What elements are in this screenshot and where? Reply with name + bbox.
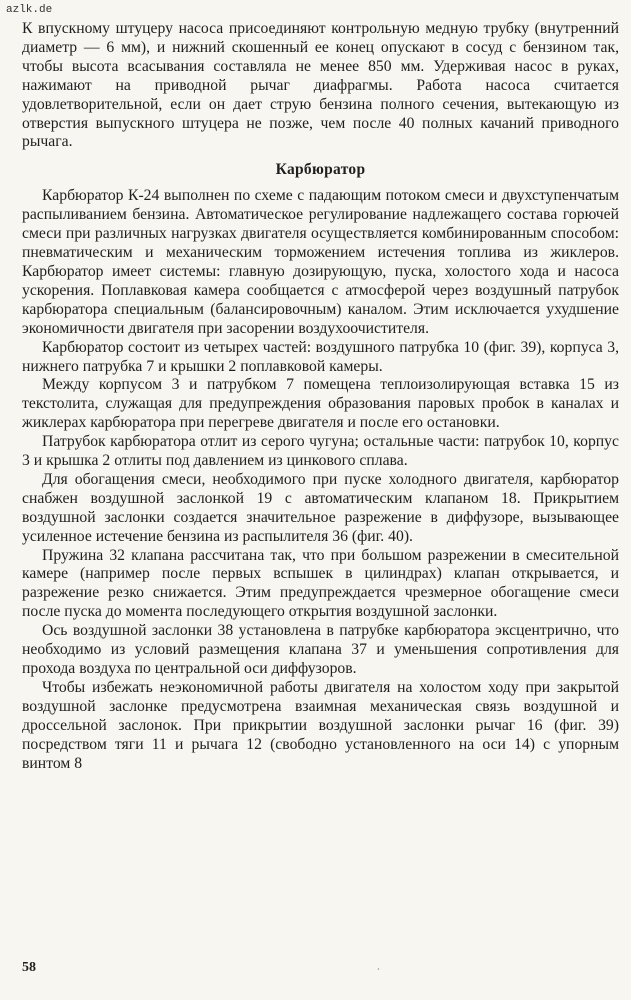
paragraph-spring: Пружина 32 клапана рассчитана так, что при большом разрежении в смесительной камере (например после первых вспышек в цилиндрах) клапан открывается, и разрежение резко снижается. Этим предупреждается чрезмерное обогащение смеси после пуска до момента последующего открытия воздушной заслонки. bbox=[22, 546, 619, 621]
print-speck: · bbox=[377, 965, 380, 974]
paragraph-axis: Ось воздушной заслонки 38 установлена в патрубке карбюратора эксцентрично, что необходимо из условий размещения клапана 37 и уменьшения сопротивления для прохода воздуха по центральной оси диффузоров. bbox=[22, 622, 619, 677]
watermark: azlk.de bbox=[6, 4, 53, 16]
page-number: 58 bbox=[22, 960, 36, 975]
paragraph-materials: Патрубок карбюратора отлит из серого чугуна; остальные части: патрубок 10, корпус 3 и крышка 2 отлиты под давлением из цинкового сплава. bbox=[22, 433, 619, 470]
paragraph-idle: Чтобы избежать неэкономичной работы двигателя на холостом ходу при закрытой воздушной заслонке предусмотрена взаимная механическая связь воздушной и дроссельной заслонок. При прикрытии воздушной заслонки рычаг 16 (фиг. 39) посредством тяги 11 и рычага 12 (свободно установленного на оси 14) с упорным винтом 8 bbox=[22, 678, 619, 772]
page-body bbox=[22, 20, 619, 773]
section-heading: Карбюратор bbox=[275, 161, 366, 179]
paragraph-cold-start: Для обогащения смеси, необходимого при пуске холодного двигателя, карбюратор снабжен воздушной заслонкой 19 с автоматическим клапаном 18. Прикрытием воздушной заслонки создается значительное разрежение в диффузоре, вызывающее усиленное истечение бензина из распылителя 36 (фиг. 40). bbox=[22, 470, 619, 545]
paragraph-insert: Между корпусом 3 и патрубком 7 помещена теплоизолирующая вставка 15 из текстолита, служащая для предупреждения образования паровых пробок в каналах и жиклерах карбюратора при перегреве двигателя и после его остановки. bbox=[22, 376, 619, 432]
paragraph-carb-intro: Карбюратор К-24 выполнен по схеме с падающим потоком смеси и двухступенчатым распыливанием бензина. Автоматическое регулирование надлежащего состава горючей смеси при различных нагрузках двигателя осуществляется комбинированным способом: пневматическим и механическим торможением истечения топлива из жиклеров. Карбюратор имеет системы: главную дозирующую, пуска, холостого хода и насоса ускорения. Поплавковая камера сообщается с атмосферой через воздушный патрубок карбюратора специальным (балансировочным) каналом. Этим исключается ухудшение экономичности двигателя при засорении воздухоочистителя. bbox=[22, 187, 619, 337]
paragraph-pump-test: К впускному штуцеру насоса присоединяют контрольную медную трубку (внутренний диаметр — 6 мм), и нижний скошенный ее конец опускают в сосуд с бензином так, чтобы высота всасывания составляла не менее 850 мм. Удерживая насос в руках, нажимают на приводной рычаг диафрагмы. Работа насоса считается удовлетворительной, если он дает струю бензина полного сечения, вытекающую из отверстия выпускного штуцера не позже, чем после 40 полных качаний приводного рычага. bbox=[22, 20, 619, 151]
paragraph-carb-parts: Карбюратор состоит из четырех частей: воздушного патрубка 10 (фиг. 39), корпуса 3, нижнего патрубка 7 и крышки 2 поплавковой камеры. bbox=[22, 338, 619, 375]
